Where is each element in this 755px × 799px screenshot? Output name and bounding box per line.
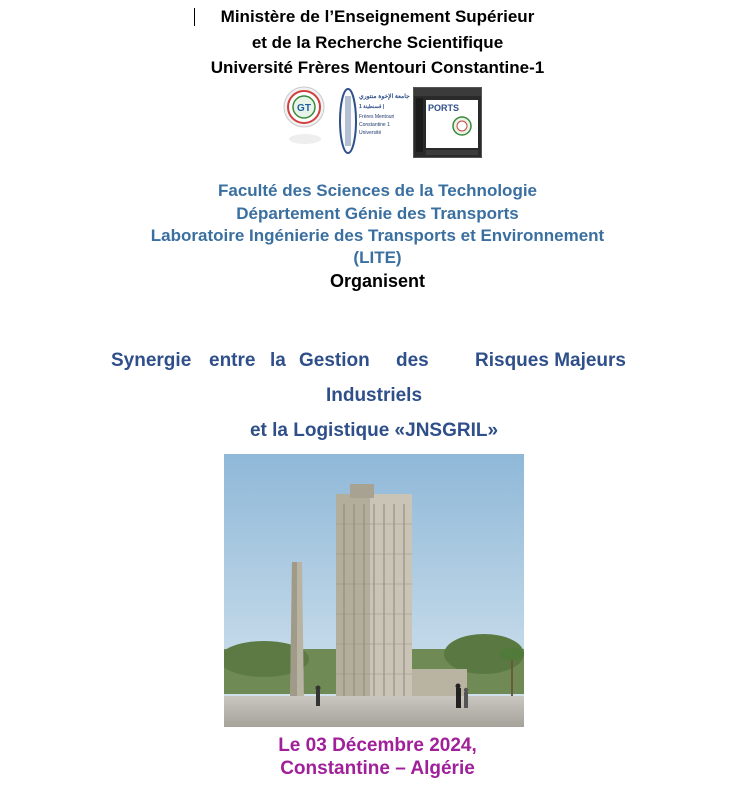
- university-logo: [337, 86, 411, 156]
- title-word-synergie: Synergie: [111, 350, 192, 371]
- lab-name: Laboratoire Ingénierie des Transports et Environnement: [150, 226, 605, 245]
- organisent-label: Organisent: [329, 271, 426, 291]
- svg-text:قسنطينة 1 |: قسنطينة 1 |: [359, 104, 385, 110]
- title-word-gestion: Gestion: [299, 350, 370, 371]
- event-location: Constantine – Algérie: [280, 758, 475, 779]
- header-ministry-line1: Ministère de l’Enseignement Supérieur: [220, 7, 535, 26]
- svg-text:GT: GT: [297, 103, 311, 114]
- svg-text:جامعة الإخوة منتوري: جامعة الإخوة منتوري: [359, 94, 410, 100]
- svg-text:Frères Mentouri: Frères Mentouri: [359, 114, 395, 120]
- header-university: Université Frères Mentouri Constantine-1: [210, 58, 545, 77]
- event-date: Le 03 Décembre 2024,: [278, 735, 477, 756]
- title-word-risques-majeurs: Risques Majeurs: [475, 350, 626, 371]
- svg-text:Constantine 1: Constantine 1: [359, 122, 390, 128]
- logo-shadow: [289, 134, 321, 144]
- title-word-entre: entre: [209, 350, 256, 371]
- department-name: Département Génie des Transports: [236, 204, 519, 223]
- title-line-logistique: et la Logistique «JNSGRIL»: [249, 420, 499, 441]
- gt-logo: [283, 86, 325, 128]
- university-building-photo: [224, 454, 524, 727]
- title-word-des: des: [396, 350, 429, 371]
- ports-logo: [413, 87, 482, 158]
- title-line-industriels: Industriels: [325, 385, 423, 406]
- title-word-la: la: [270, 350, 286, 371]
- svg-text:Université: Université: [359, 130, 382, 136]
- faculty-name: Faculté des Sciences de la Technologie: [217, 181, 537, 200]
- header-ministry-line2: et de la Recherche Scientifique: [251, 33, 504, 52]
- svg-text:PORTS: PORTS: [428, 103, 460, 113]
- lab-acronym: (LITE): [353, 248, 402, 267]
